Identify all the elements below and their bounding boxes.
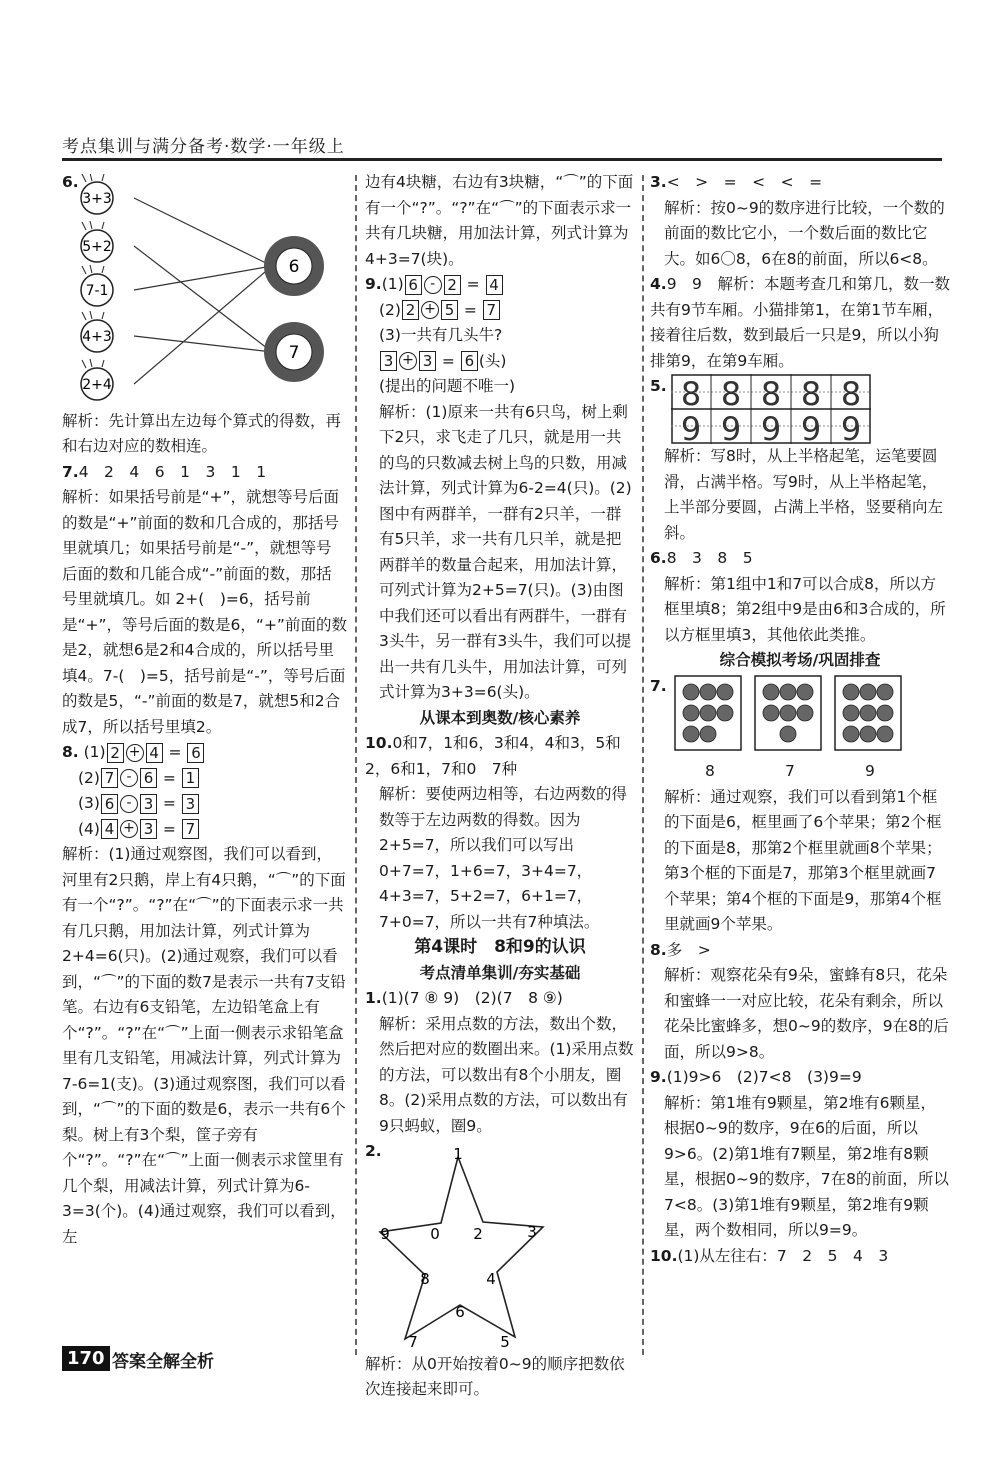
q9-note: (提出的问题不唯一) <box>379 377 516 395</box>
q8-label-c3: 8. <box>650 940 667 959</box>
q6-label-c3: 6. <box>650 549 667 567</box>
q10-label-c3: 10. <box>650 1246 678 1265</box>
column-1 <box>62 170 347 1250</box>
q7-label: 7. <box>62 462 79 481</box>
q10-label: 10. <box>365 734 393 752</box>
q6-explanation-c3: 解析：第1组中1和7可以合成8，所以方框里填8；第2组中9是由6和3合成的，所以方框里填3，其他依此类推。 <box>664 574 946 644</box>
page-header: 考点集训与满分备考·数学·一年级上 <box>62 137 345 157</box>
lesson-title: 第4课时 8和9的认识 <box>414 937 586 957</box>
q10-answer: 0和7，1和6，3和4，4和3，5和2，6和1，7和0 7种 <box>365 734 621 778</box>
section-subtitle-mock-exam: 综合模拟考场/巩固排查 <box>719 651 881 669</box>
bee-expr-4: 4+3 <box>82 328 112 345</box>
section-subtitle-basics: 考点清单集训/夯实基础 <box>419 963 581 982</box>
q5-writing-grid <box>671 374 871 444</box>
q9-explanation: 解析：(1)原来一共有6只鸟，树上剩下2只，求飞走了几只，就是用一共的鸟的只数减去树上鸟的只数，用减法计算，列式计算为6-2=4(只)。(2)图中有两群羊，一群有2只羊，一群有5只羊，求一共有几只羊，就是把两群羊的数量合起来，用加法计算，可列式计算为2+5=7(只)。(3)由图中我们还可以看出有两群牛，一群有3头牛，另一群有3头牛，我们可以提出一共有几头牛，用加法计算，可列式计算为3+3=6(头)。 <box>379 402 632 701</box>
bee-2plus4 <box>81 359 113 400</box>
star-num-0: 0 <box>430 1224 440 1243</box>
q9-question-3: (3)一共有几头牛? <box>379 326 503 344</box>
column-2 <box>365 170 635 1403</box>
footer-label: 答案全解全析 <box>112 1352 214 1372</box>
q7-label-c3: 7. <box>650 676 667 695</box>
star-num-5: 5 <box>500 1332 510 1351</box>
q3-answer: < > = < < = <box>666 173 823 191</box>
q2-label: 2. <box>365 1142 382 1160</box>
q8-row-2: (2) 7 - 6 = 1 <box>62 766 347 792</box>
page-number: 170 <box>62 1346 110 1371</box>
grid-8-1: 8 <box>680 375 701 413</box>
q5-label: 5. <box>650 377 667 395</box>
star-num-9: 9 <box>380 1224 390 1243</box>
q10-answer-c3: (1)从左往右：7 2 5 4 3 <box>677 1246 889 1265</box>
grid-8-4: 8 <box>800 375 821 413</box>
q7-answer: 4 2 4 6 1 3 1 1 <box>78 462 267 481</box>
q6-matching-figure <box>62 174 342 409</box>
q6-label: 6. <box>62 173 79 191</box>
q1-label: 1. <box>365 989 382 1007</box>
q4-label: 4. <box>650 275 667 293</box>
q8-block <box>62 740 347 842</box>
q7-apple-boxes <box>673 674 903 759</box>
star-num-4: 4 <box>486 1269 496 1288</box>
bee-4plus3 <box>81 311 113 352</box>
star-num-1: 1 <box>453 1146 463 1163</box>
grid-9-5: 9 <box>840 410 861 444</box>
star-num-6: 6 <box>455 1302 465 1321</box>
bee-expr-5: 2+4 <box>82 376 112 393</box>
q8-explanation-c3: 解析：观察花朵有9朵，蜜蜂有8只，花朵和蜜蜂一一对应比较，花朵有剩余，所以花朵比蜜蜂多，想0~9的数序，9在8的后面，所以9>8。 <box>664 966 949 1061</box>
q5-block <box>650 374 950 444</box>
q7-explanation: 解析：如果括号前是“+”，就想等号后面的数是“+”前面的数和几合成的，那括号里就填几；如果括号前是“-”，就想等号后面的数和几能合成“-”前面的数，那括号里就填几。如 2+( )=6，括号前是“+”，等号后面的数是6，“+”前面的数是2，就想6是2和4合成的，所以括号里填4。7-( )=5，括号前是“-”，等号后面的数是5，“-”前面的数是7，就想5和2合成7，所以括号里填2。 <box>62 488 347 736</box>
grid-9-2: 9 <box>720 410 741 444</box>
q7-explanation-c3: 解析：通过观察，我们可以看到第1个框的下面是6，框里画了6个苹果；第2个框的下面是8，那第2个框里就画8个苹果；第3个框的下面是7，那第3个框里就画7个苹果；第4个框的下面是9，那第4个框里就画9个苹果。 <box>664 787 942 933</box>
q9-row-2: (2) 2 + 5 = 7 <box>365 298 635 324</box>
apple-icons <box>683 684 893 742</box>
flower-num-6: 6 <box>288 256 300 277</box>
q4-explanation: 解析：本题考查几和第几，数一数共有9节车厢。小猫排第1，在第1节车厢，接着往后数，数到最后一只是9，所以小狗排第9，在第9车厢。 <box>650 275 950 370</box>
q9-row-1: (1) 6 - 2 = 4 <box>382 275 504 293</box>
q9-label: 9. <box>365 275 382 293</box>
q8-explanation-continued: 边有4块糖，右边有3块糖，“⌒”的下面有一个“?”。“?”在“⌒”的下面表示求一共有几块糖，用加法计算，列式计算为4+3=7(块)。 <box>365 173 634 268</box>
q7-block <box>650 674 950 759</box>
bee-expr-1: 3+3 <box>82 190 112 207</box>
bee-7minus1 <box>81 265 113 306</box>
q2-block <box>365 1139 635 1352</box>
q6-explanation: 解析：先计算出左边每个算式的得数，再和右边对应的数相连。 <box>62 411 342 455</box>
q6-answer-c3: 8 3 8 5 <box>666 549 753 567</box>
q1-explanation: 解析：采用点数的方法，数出个数，然后把对应的数圈出来。(1)采用点数的方法，可以数出有8个小朋友，圈8。(2)采用点数的方法，可以数出有9只蚂蚁，圈9。 <box>379 1014 634 1135</box>
flower-num-7: 7 <box>288 342 300 363</box>
star-num-8: 8 <box>420 1269 430 1288</box>
q7-box-label-1: 8 <box>705 761 715 780</box>
q2-star-figure <box>365 1147 625 1352</box>
q9-label-c3: 9. <box>650 1068 667 1086</box>
grid-9-4: 9 <box>800 410 821 444</box>
q6-lines <box>134 198 272 384</box>
column-3 <box>650 170 950 1269</box>
column-separator-2 <box>642 175 644 1355</box>
q8-label: 8. <box>62 743 79 761</box>
q9-block <box>365 272 635 400</box>
star-num-3: 3 <box>527 1222 537 1241</box>
bee-expr-2: 5+2 <box>82 238 112 255</box>
q7-box-label-3: 9 <box>865 761 875 780</box>
column-separator-1 <box>355 175 357 1355</box>
q3-explanation: 解析：按0~9的数序进行比较，一个数的前面的数比它小，一个数后面的数比它大。如6〇8，6在8的前面，所以6<8。 <box>664 198 945 268</box>
q5-explanation: 解析：写8时，从上半格起笔，运笔要圆滑，占满半格。写9时，从上半格起笔，上半部分要圆，占满上半格，竖要稍向左斜。 <box>664 447 944 542</box>
q8-row-3: (3) 6 - 3 = 3 <box>62 791 347 817</box>
q7-box-label-2: 7 <box>785 761 795 780</box>
q8-explanation: 解析：(1)通过观察图，我们可以看到，河里有2只鹅，岸上有4只鹅，“⌒”的下面有一个“?”。“?”在“⌒”的下面表示求一共有几只鹅，用加法计算，列式计算为2+4=6(只)。(2)通过观察，我们可以看到，“⌒”的下面的数7是表示一共有7支铅笔。右边有6支铅笔，左边铅笔盒上有个“?”。“?”在“⌒”上面一侧表示求铅笔盒里有几支铅笔，用减法计算，列式计算为7-6=1(支)。(3)通过观察图，我们可以看到，“⌒”的下面的数是6，表示一共有6个梨。树上有3个梨，筐子旁有个“?”。“?”在“⌒”上面一侧表示求筐里有几个梨，用减法计算，列式计算为6-3=3(个)。(4)通过观察，我们可以看到，左 <box>62 845 346 1246</box>
bee-expr-3: 7-1 <box>85 282 109 299</box>
q3-label: 3. <box>650 173 667 191</box>
bee-3plus3 <box>81 174 113 214</box>
grid-9-1: 9 <box>680 410 701 444</box>
q2-explanation: 解析：从0开始按着0~9的顺序把数依次连接起来即可。 <box>365 1354 625 1398</box>
grid-9-3: 9 <box>760 410 781 444</box>
q7-box-labels <box>650 759 950 785</box>
q8-row-4: (4) 4 + 3 = 7 <box>62 817 347 843</box>
section-subtitle-olympiad: 从课本到奥数/核心素养 <box>419 708 581 727</box>
grid-8-5: 8 <box>840 375 861 413</box>
q10-explanation: 解析：要使两边相等，右边两数的得数等于左边两数的得数。因为2+5=7，所以我们可以写出0+7=7，1+6=7，3+4=7，4+3=7，5+2=7，6+1=7，7+0=7，所以一共有7种填法。 <box>379 785 628 931</box>
q6-block <box>62 170 347 409</box>
q8-answer-c3: 多 > <box>666 940 711 959</box>
grid-8-3: 8 <box>760 375 781 413</box>
header-rule <box>62 158 942 161</box>
q1-answer: (1)(7 ⑧ 9) (2)(7 8 ⑨) <box>381 989 563 1007</box>
star-num-7: 7 <box>408 1332 418 1351</box>
star-num-2: 2 <box>473 1224 483 1243</box>
q9-row-3: 3 + 3 = 6 (头) <box>365 349 635 375</box>
q9-explanation-c3: 解析：第1堆有9颗星，第2堆有6颗星，根据0~9的数序，9在6的后面，所以9>6。(2)第1堆有7颗星，第2堆有8颗星，根据0~9的数序，7在8的前面，所以7<8。(3)第1堆有9颗星，第2堆有9颗星，两个数相同，所以9=9。 <box>664 1093 949 1239</box>
flower-7 <box>264 322 324 382</box>
flower-6 <box>264 236 324 296</box>
q4-answer: 9 9 <box>666 275 702 293</box>
grid-8-2: 8 <box>720 375 741 413</box>
bee-5plus2 <box>81 221 113 262</box>
q9-answer-c3: (1)9>6 (2)7<8 (3)9=9 <box>666 1068 862 1086</box>
q8-row-1: (1) 2 + 4 = 6 <box>84 743 206 761</box>
